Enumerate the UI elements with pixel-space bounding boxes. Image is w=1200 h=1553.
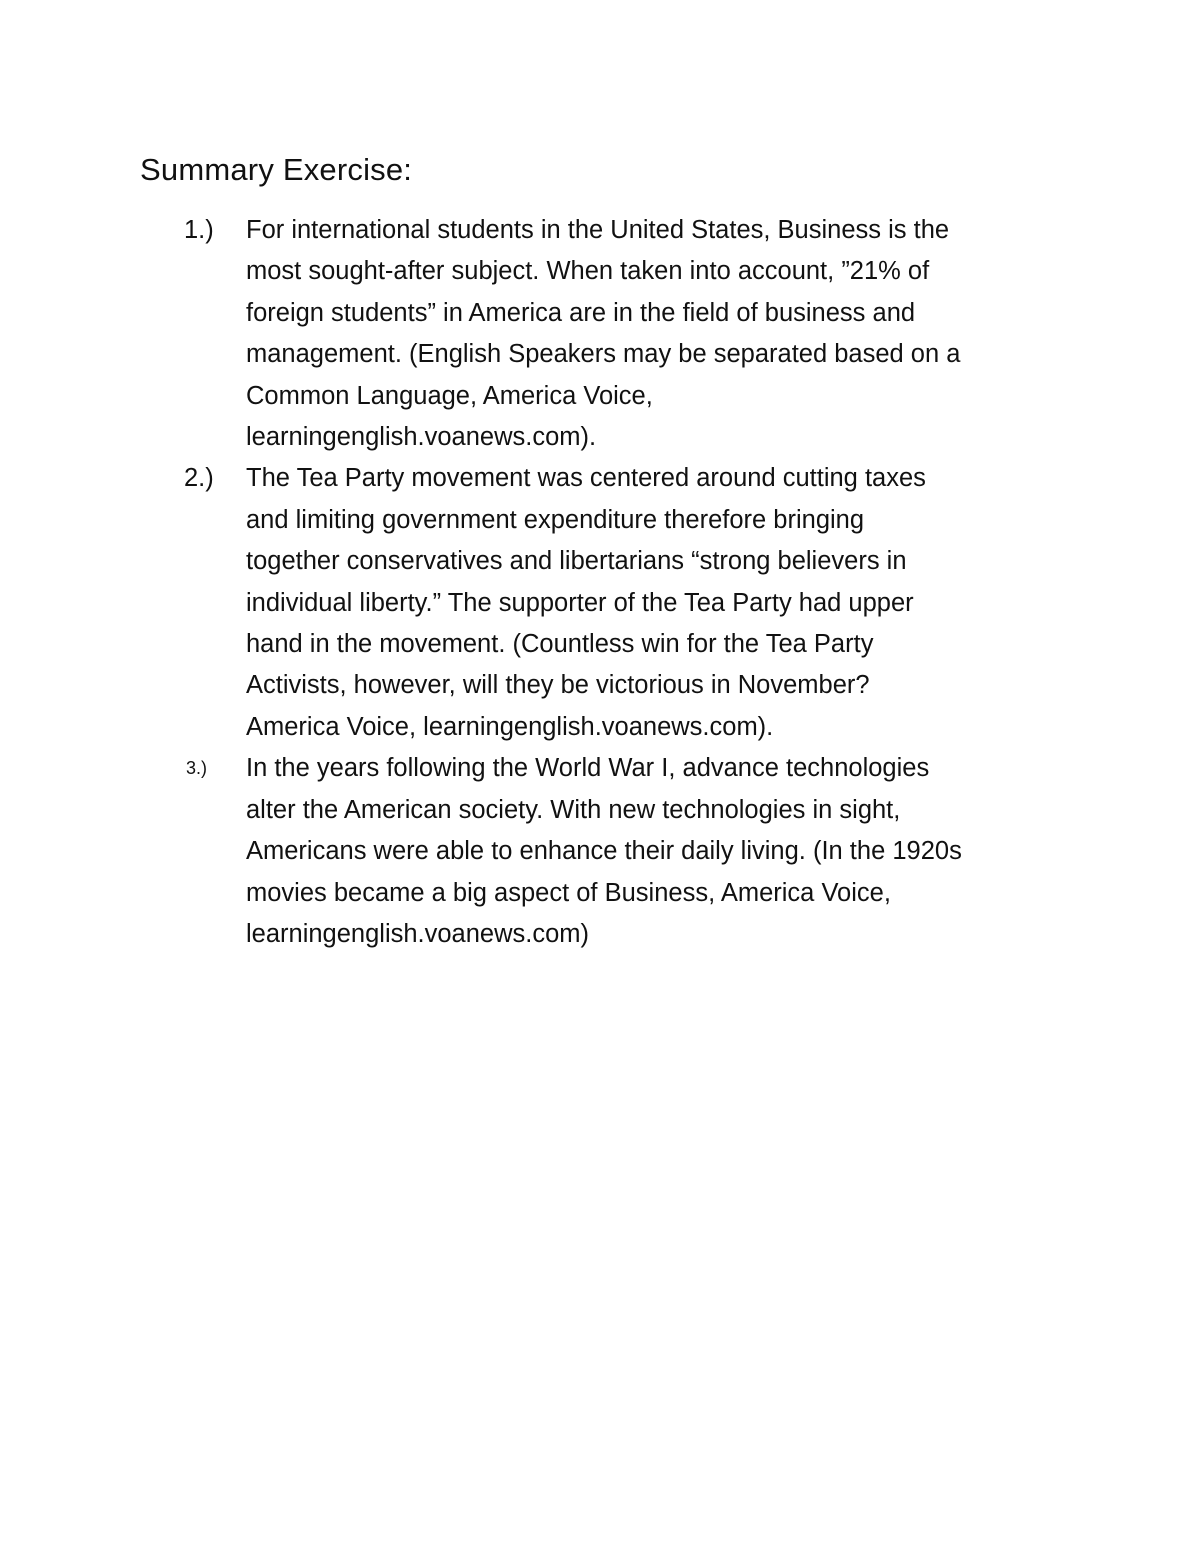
list-marker: 3.): [186, 758, 208, 779]
text-line: America Voice, learningenglish.voanews.com).: [246, 712, 774, 741]
text-line: In the years following the World War I, advance technologies: [246, 754, 930, 783]
text-line: management. (English Speakers may be separated based on a: [246, 340, 961, 369]
list-item-1: [0, 210, 1066, 458]
list-item-3: [0, 748, 1066, 955]
text-line: Americans were able to enhance their daily living. (In the 1920s: [246, 837, 962, 866]
text-line: learningenglish.voanews.com): [246, 919, 590, 948]
page-title: Summary Exercise:: [140, 152, 413, 187]
text-line: together conservatives and libertarians “strong believers in: [246, 547, 907, 576]
text-line: individual liberty.” The supporter of the Tea Party had upper: [246, 588, 914, 617]
list-marker: 1.): [184, 216, 214, 244]
text-line: movies became a big aspect of Business, America Voice,: [246, 878, 891, 907]
summary-list: [0, 210, 1200, 955]
list-item-2: [0, 458, 1066, 748]
text-line: Common Language, America Voice,: [246, 381, 653, 410]
text-line: and limiting government expenditure therefore bringing: [246, 505, 865, 534]
text-line: For international students in the United States, Business is the: [246, 216, 950, 244]
text-line: The Tea Party movement was centered around cutting taxes: [246, 464, 926, 493]
text-line: alter the American society. With new technologies in sight,: [246, 795, 901, 824]
text-line: hand in the movement. (Countless win for the Tea Party: [246, 630, 874, 659]
text-line: Activists, however, will they be victorious in November?: [246, 671, 870, 700]
text-line: foreign students” in America are in the field of business and: [246, 298, 916, 327]
text-line: most sought-after subject. When taken into account, ”21% of: [246, 257, 930, 286]
list-marker: 2.): [184, 464, 214, 493]
text-line: learningenglish.voanews.com).: [246, 423, 597, 452]
